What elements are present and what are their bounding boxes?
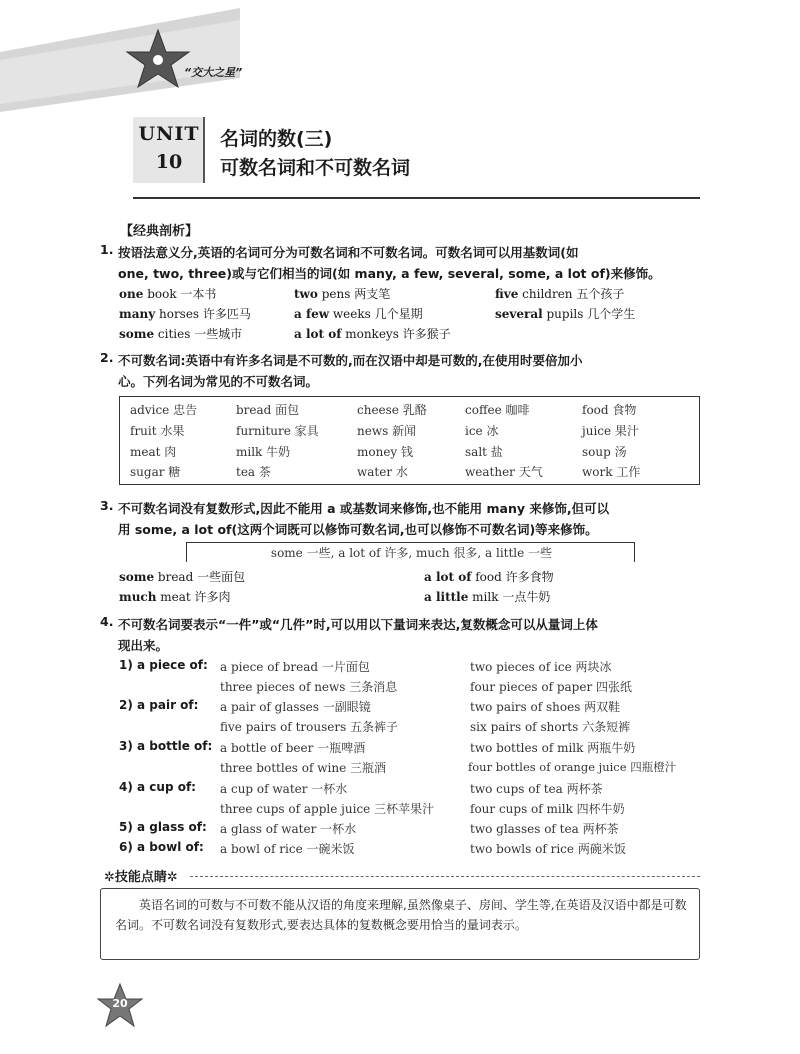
table-cell: coffee 咖啡 (465, 403, 530, 417)
quantifier-example: a cup of water 一杯水 (220, 782, 348, 796)
example-item: one book 一本书 (119, 287, 217, 301)
quantifier-example: four bottles of orange juice 四瓶橙汁 (468, 760, 677, 774)
unit-title-line2: 可数名词和不可数名词 (220, 157, 411, 179)
title-divider (133, 197, 700, 199)
example-item: a lot of food 许多食物 (424, 570, 554, 584)
quantifier-label: 6) a bowl of: (119, 840, 204, 854)
quantifier-example: a pair of glasses 一副眼镜 (220, 700, 371, 714)
quantifier-label: 4) a cup of: (119, 780, 196, 794)
quantifier-example: two cups of tea 两杯茶 (470, 782, 603, 796)
quantifier-label: 2) a pair of: (119, 698, 199, 712)
quantifier-example: three bottles of wine 三瓶酒 (220, 761, 387, 775)
table-cell: meat 肉 (130, 445, 177, 459)
example-item: two pens 两支笔 (294, 287, 391, 301)
uncountable-noun-table (119, 396, 700, 485)
unit-word: UNIT (138, 123, 200, 145)
unit-title-line1: 名词的数(三) (220, 128, 333, 150)
table-cell: news 新闻 (357, 424, 417, 438)
page-number-badge (96, 982, 148, 1034)
quantifier-example: a piece of bread 一片面包 (220, 660, 370, 674)
quantifier-example: three pieces of news 三条消息 (220, 680, 398, 694)
example-item: a few weeks 几个星期 (294, 307, 423, 321)
quantifier-example: a glass of water 一杯水 (220, 822, 357, 836)
table-cell: water 水 (357, 465, 408, 479)
table-cell: salt 盐 (465, 445, 503, 459)
example-item: five children 五个孩子 (495, 287, 625, 301)
quantifier-example: two glasses of tea 两杯茶 (470, 822, 619, 836)
point3-line2: 用 some, a lot of(这两个词既可以修饰可数名词,也可以修饰不可数名词)等来修饰。 (118, 522, 598, 537)
unit-number: 10 (155, 151, 183, 173)
point4-line1: 不可数名词要表示“一件”或“几件”时,可以用以下量词来表达,复数概念可以从量词上体 (118, 617, 598, 632)
table-cell: milk 牛奶 (236, 445, 291, 459)
quantifier-label: 5) a glass of: (119, 820, 207, 834)
page-number: 20 (112, 997, 128, 1010)
table-cell: work 工作 (582, 465, 641, 479)
quantifier-example: two pairs of shoes 两双鞋 (470, 700, 621, 714)
point2-line1: 不可数名词:英语中有许多名词是不可数的,而在汉语中却是可数的,在使用时要倍加小 (118, 353, 583, 368)
point-number: 2. (100, 350, 114, 365)
point2-line2: 心。下列名词为常见的不可数名词。 (118, 374, 319, 389)
quantifier-example: a bottle of beer 一瓶啤酒 (220, 741, 366, 755)
point3-line1: 不可数名词没有复数形式,因此不能用 a 或基数词来修饰,也不能用 many 来修饰,但可以 (118, 501, 610, 516)
example-item: a lot of monkeys 许多猴子 (294, 327, 451, 341)
quantifier-example: two pieces of ice 两块冰 (470, 660, 612, 674)
table-cell: bread 面包 (236, 403, 300, 417)
quantifier-example: a bowl of rice 一碗米饭 (220, 842, 355, 856)
example-item: much meat 许多肉 (119, 590, 231, 604)
point-number: 4. (100, 614, 114, 629)
point-number: 3. (100, 498, 114, 513)
table-cell: fruit 水果 (130, 424, 185, 438)
table-cell: advice 忠告 (130, 403, 198, 417)
table-cell: cheese 乳酪 (357, 403, 427, 417)
quantifier-example: two bottles of milk 两瓶牛奶 (470, 741, 636, 755)
table-cell: sugar 糖 (130, 465, 181, 479)
table-cell: weather 天气 (465, 465, 543, 479)
point4-line2: 现出来。 (118, 638, 169, 653)
table-cell: furniture 家具 (236, 424, 319, 438)
example-item: several pupils 几个学生 (495, 307, 636, 321)
bracket-text: some 一些, a lot of 许多, much 很多, a little 一些 (270, 546, 553, 560)
skills-text: 英语名词的可数与不可数不能从汉语的角度来理解,虽然像桌子、房间、学生等,在英语及汉语中都是可数名词。不可数名词没有复数形式,要表达具体的复数概念要用恰当的量词表示。 (115, 898, 687, 932)
quantifier-example: four cups of milk 四杯牛奶 (470, 802, 625, 816)
point1-line1: 按语法意义分,英语的名词可分为可数名词和不可数名词。可数名词可以用基数词(如 (118, 245, 579, 260)
skills-divider (190, 876, 700, 877)
skills-heading: ✲技能点睛✲ (104, 870, 178, 885)
quantifier-example: five pairs of trousers 五条裤子 (220, 720, 399, 734)
unit-badge (133, 117, 205, 183)
modifier-bracket (186, 542, 635, 562)
header-band (0, 0, 800, 115)
example-item: some cities 一些城市 (119, 327, 243, 341)
quantifier-label: 1) a piece of: (119, 658, 208, 672)
table-cell: tea 茶 (236, 465, 271, 479)
section-label: 【经典剖析】 (120, 224, 199, 239)
quantifier-example: three cups of apple juice 三杯苹果汁 (220, 802, 435, 816)
point-number: 1. (100, 242, 114, 257)
quantifier-example: four pieces of paper 四张纸 (470, 680, 633, 694)
point1-line2: one, two, three)或与它们相当的词(如 many, a few, several, some, a lot of)来修饰。 (118, 266, 661, 281)
brand-label: “交大之星” (184, 66, 243, 79)
table-cell: juice 果汁 (582, 424, 639, 438)
table-cell: soup 汤 (582, 445, 627, 459)
quantifier-example: two bowls of rice 两碗米饭 (470, 842, 626, 856)
skills-box (100, 888, 700, 960)
quantifier-example: six pairs of shorts 六条短裤 (470, 720, 631, 734)
table-cell: money 钱 (357, 445, 414, 459)
quantifier-label: 3) a bottle of: (119, 739, 213, 753)
example-item: a little milk 一点牛奶 (424, 590, 551, 604)
example-item: some bread 一些面包 (119, 570, 246, 584)
example-item: many horses 许多匹马 (119, 307, 251, 321)
table-cell: food 食物 (582, 403, 637, 417)
table-cell: ice 冰 (465, 424, 499, 438)
